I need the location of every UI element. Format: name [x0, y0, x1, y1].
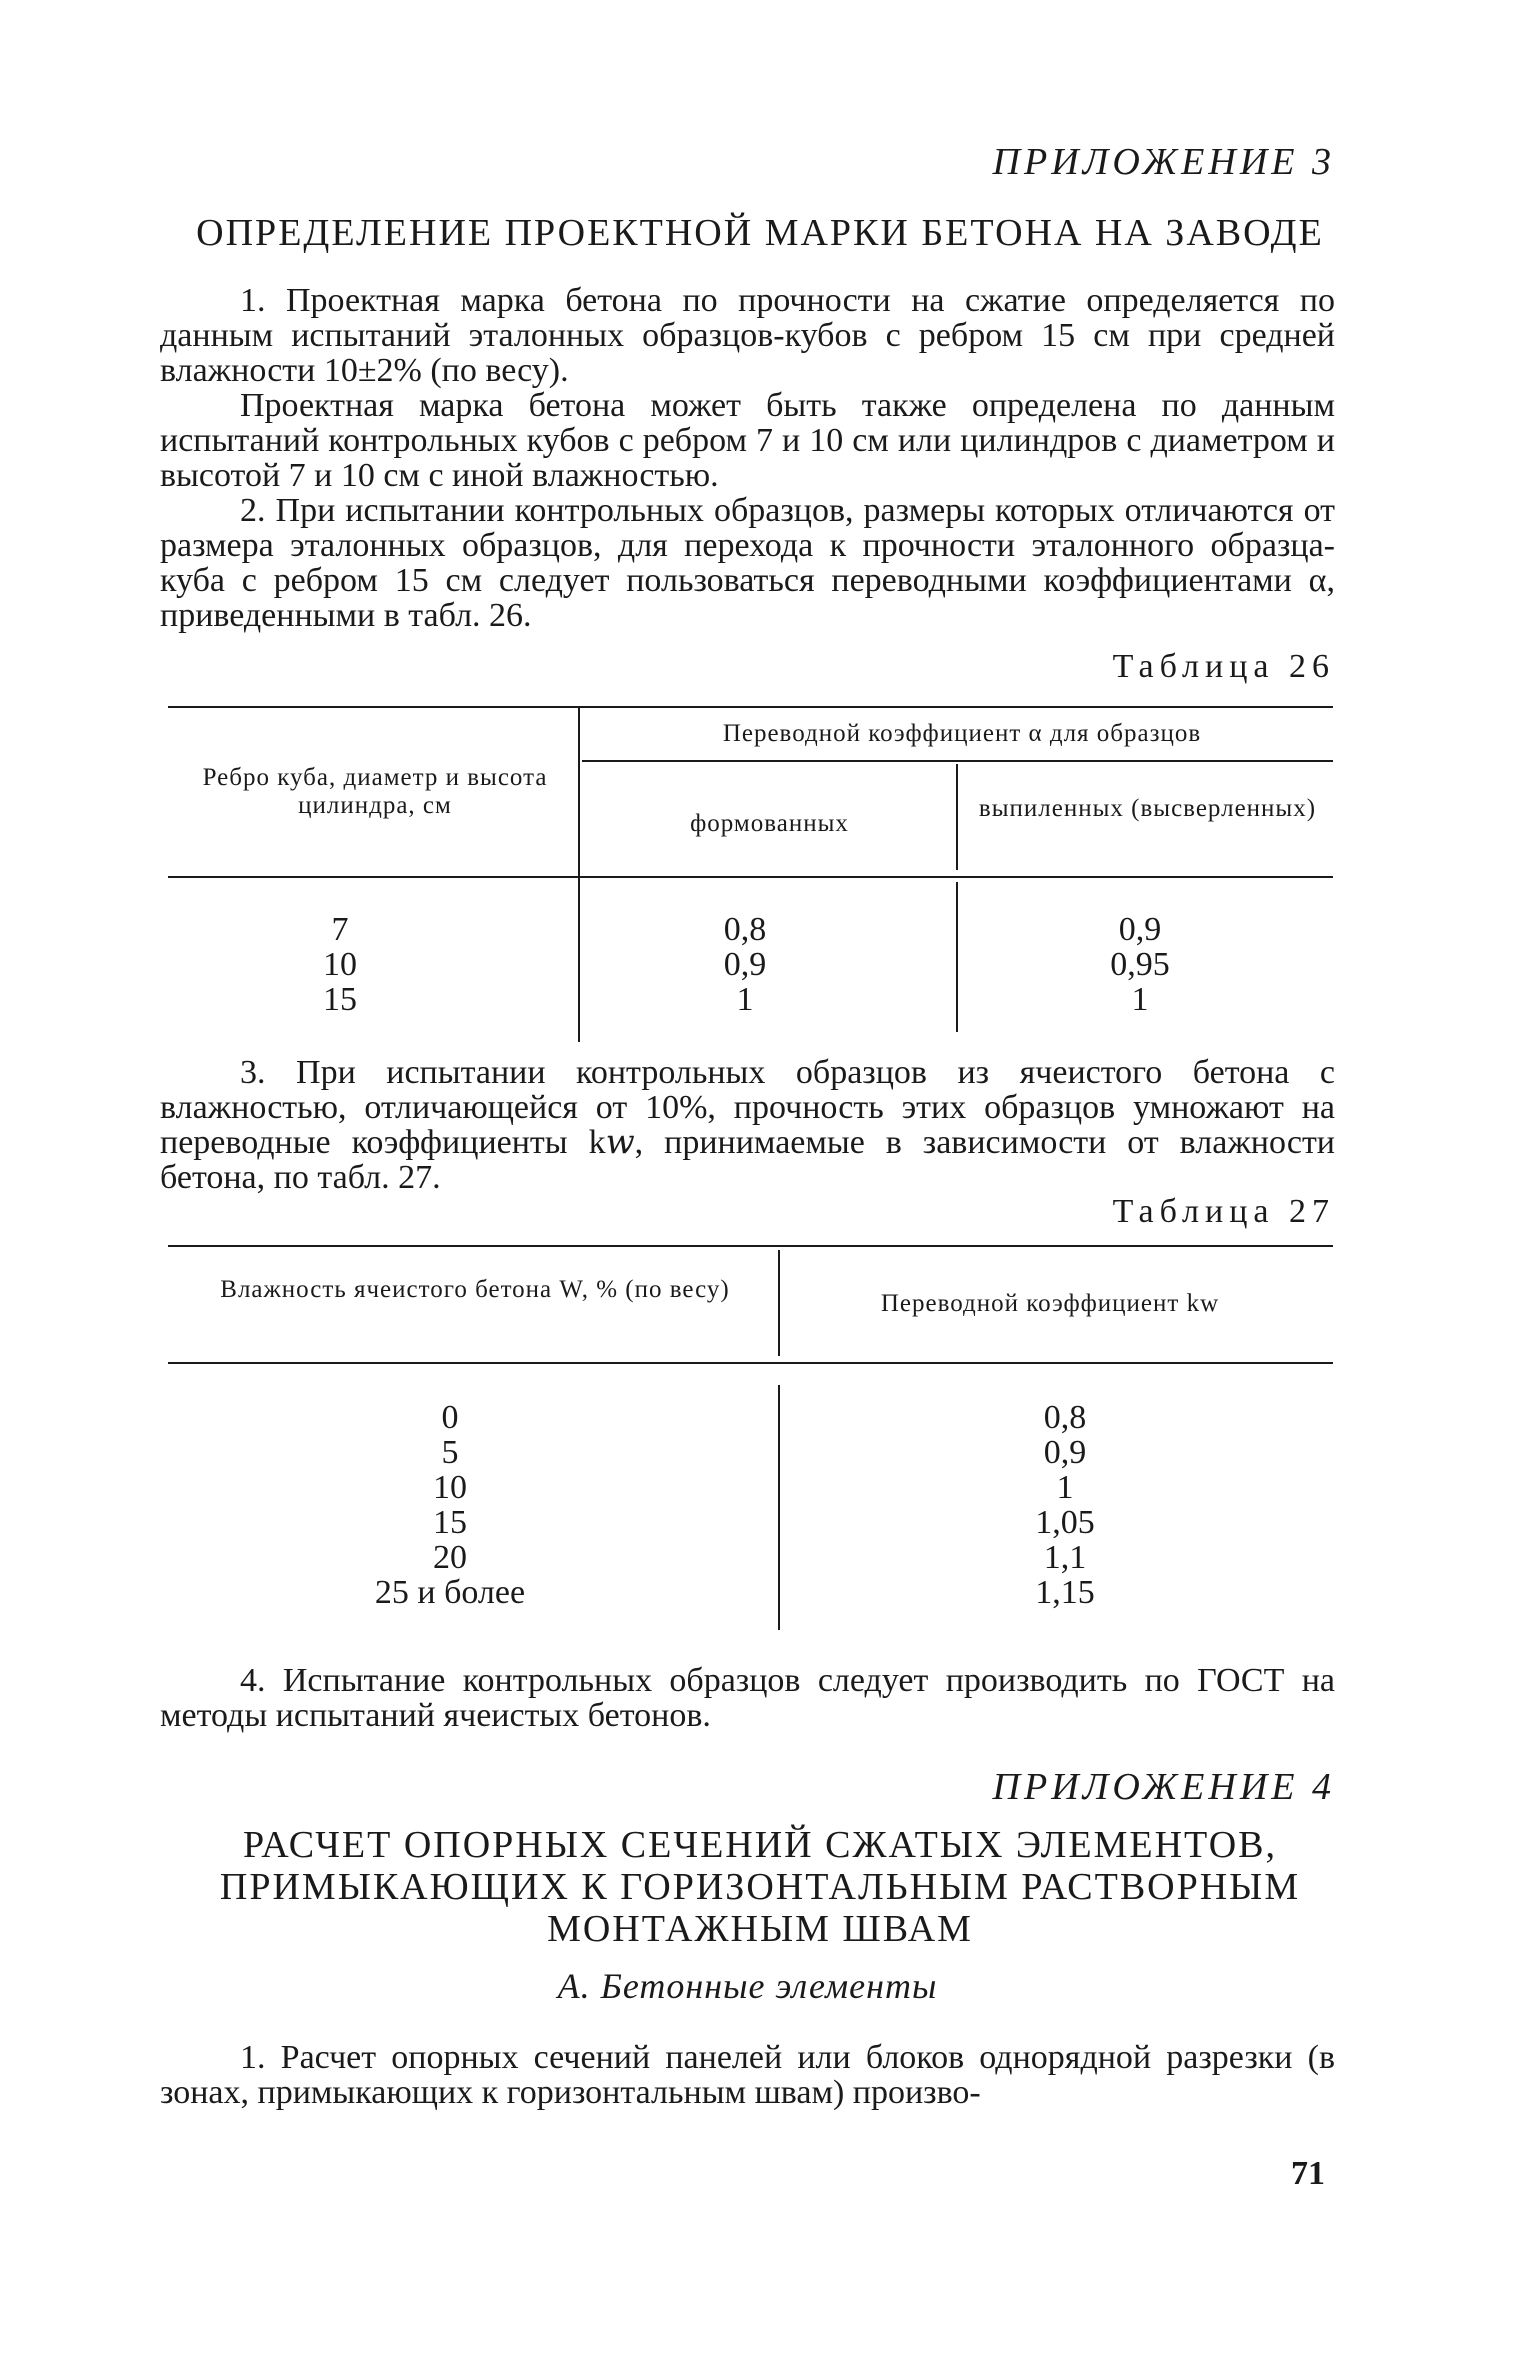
table-cell: 0,9	[723, 946, 767, 983]
table-26-col3-header: выпиленных (высверленных)	[978, 795, 1317, 822]
table-27-col2	[1010, 1400, 1120, 1610]
table-26-col2-header: формованных	[690, 810, 849, 837]
table-cell: 10	[433, 1469, 467, 1506]
table-26-group-header: Переводной коэффициент α для образцов	[722, 720, 1202, 747]
table-cell: 1	[736, 981, 754, 1018]
table-27-col1-header: Влажность ячеистого бетона W, % (по весу)	[220, 1276, 730, 1303]
table-cell: 1,15	[1035, 1574, 1095, 1611]
paragraph-1: 1. Проектная марка бетона по прочности на сжатие определяется по данным испытаний эталонных образцов-кубов с ребром 15 см при средней влажности 10±2% (по весу).	[160, 282, 1335, 389]
paragraph-6: 1. Расчет опорных сечений панелей или блоков однорядной разрезки (в зонах, примыкающих к горизонтальным швам) произво-	[160, 2039, 1335, 2111]
table-cell: 0	[441, 1399, 459, 1436]
table-cell: 0,9	[1043, 1434, 1087, 1471]
table-26-col3	[1090, 912, 1190, 1017]
table-27-top-rule	[168, 1245, 1333, 1247]
table-cell: 0,8	[723, 911, 767, 948]
appendix-3-label: ПРИЛОЖЕНИЕ 3	[992, 141, 1335, 183]
table-cell: 5	[441, 1434, 459, 1471]
table-27-col1	[340, 1400, 560, 1610]
table-cell: 20	[433, 1539, 467, 1576]
table-27-caption: Таблица 27	[1112, 1193, 1335, 1230]
table-26-col1	[300, 912, 380, 1017]
table-cell: 7	[331, 911, 349, 948]
section-subheading: А. Бетонные элементы	[557, 1966, 938, 2006]
appendix-4-label: ПРИЛОЖЕНИЕ 4	[992, 1766, 1335, 1808]
paragraph-2: Проектная марка бетона может быть также определена по данным испытаний контрольных кубов с ребром 7 и 10 см или цилиндров с диаметром и высотой 7 и 10 см с иной влажностью.	[160, 387, 1335, 494]
table-27-header-divider	[778, 1250, 780, 1356]
appendix-3-title: ОПРЕДЕЛЕНИЕ ПРОЕКТНОЙ МАРКИ БЕТОНА НА ЗАВОДЕ	[196, 212, 1324, 254]
table-26-col1-header: Ребро куба, диаметр и высота цилиндра, см	[202, 764, 548, 819]
table-cell: 25 и более	[374, 1574, 526, 1611]
appendix-4-title: РАСЧЕТ ОПОРНЫХ СЕЧЕНИЙ СЖАТЫХ ЭЛЕМЕНТОВ, ПРИМЫКАЮЩИХ К ГОРИЗОНТАЛЬНЫМ РАСТВОРНЫМ МОНТАЖНЫМ ШВАМ	[219, 1824, 1301, 1950]
table-cell: 10	[323, 946, 357, 983]
table-cell: 1	[1056, 1469, 1074, 1506]
table-cell: 1,1	[1043, 1539, 1087, 1576]
table-cell: 1	[1131, 981, 1149, 1018]
table-26-header-divider	[956, 764, 958, 870]
page-number: 71	[1291, 2155, 1325, 2192]
table-cell: 15	[323, 981, 357, 1018]
table-26-header-rule	[168, 876, 1333, 878]
paragraph-4: 3. При испытании контрольных образцов из ячеистого бетона с влажностью, отличающейся от 10%, прочность этих образцов умножают на переводные коэффициенты k𝑤, принимаемые в зависимости от влажности бетона, по табл. 27.	[160, 1054, 1335, 1196]
table-cell: 0,8	[1043, 1399, 1087, 1436]
table-27-body-divider	[778, 1385, 780, 1630]
table-26-divider	[578, 706, 580, 1042]
table-26-group-rule	[582, 760, 1333, 762]
table-27-col2-header: Переводной коэффициент kw	[880, 1290, 1220, 1317]
table-cell: 15	[433, 1504, 467, 1541]
paragraph-5: 4. Испытание контрольных образцов следует производить по ГОСТ на методы испытаний ячеистых бетонов.	[160, 1662, 1335, 1734]
table-26-caption: Таблица 26	[1112, 648, 1335, 685]
table-cell: 0,95	[1110, 946, 1170, 983]
table-cell: 1,05	[1035, 1504, 1095, 1541]
table-26-body-divider	[956, 882, 958, 1032]
table-26-col2	[700, 912, 790, 1017]
table-cell: 0,9	[1118, 911, 1162, 948]
paragraph-3: 2. При испытании контрольных образцов, размеры которых отличаются от размера эталонных образцов, для перехода к прочности эталонного образца-куба с ребром 15 см следует пользоваться переводными коэффициентами α, приведенными в табл. 26.	[160, 492, 1335, 634]
table-27-header-rule	[168, 1362, 1333, 1364]
table-26-top-rule	[168, 706, 1333, 708]
